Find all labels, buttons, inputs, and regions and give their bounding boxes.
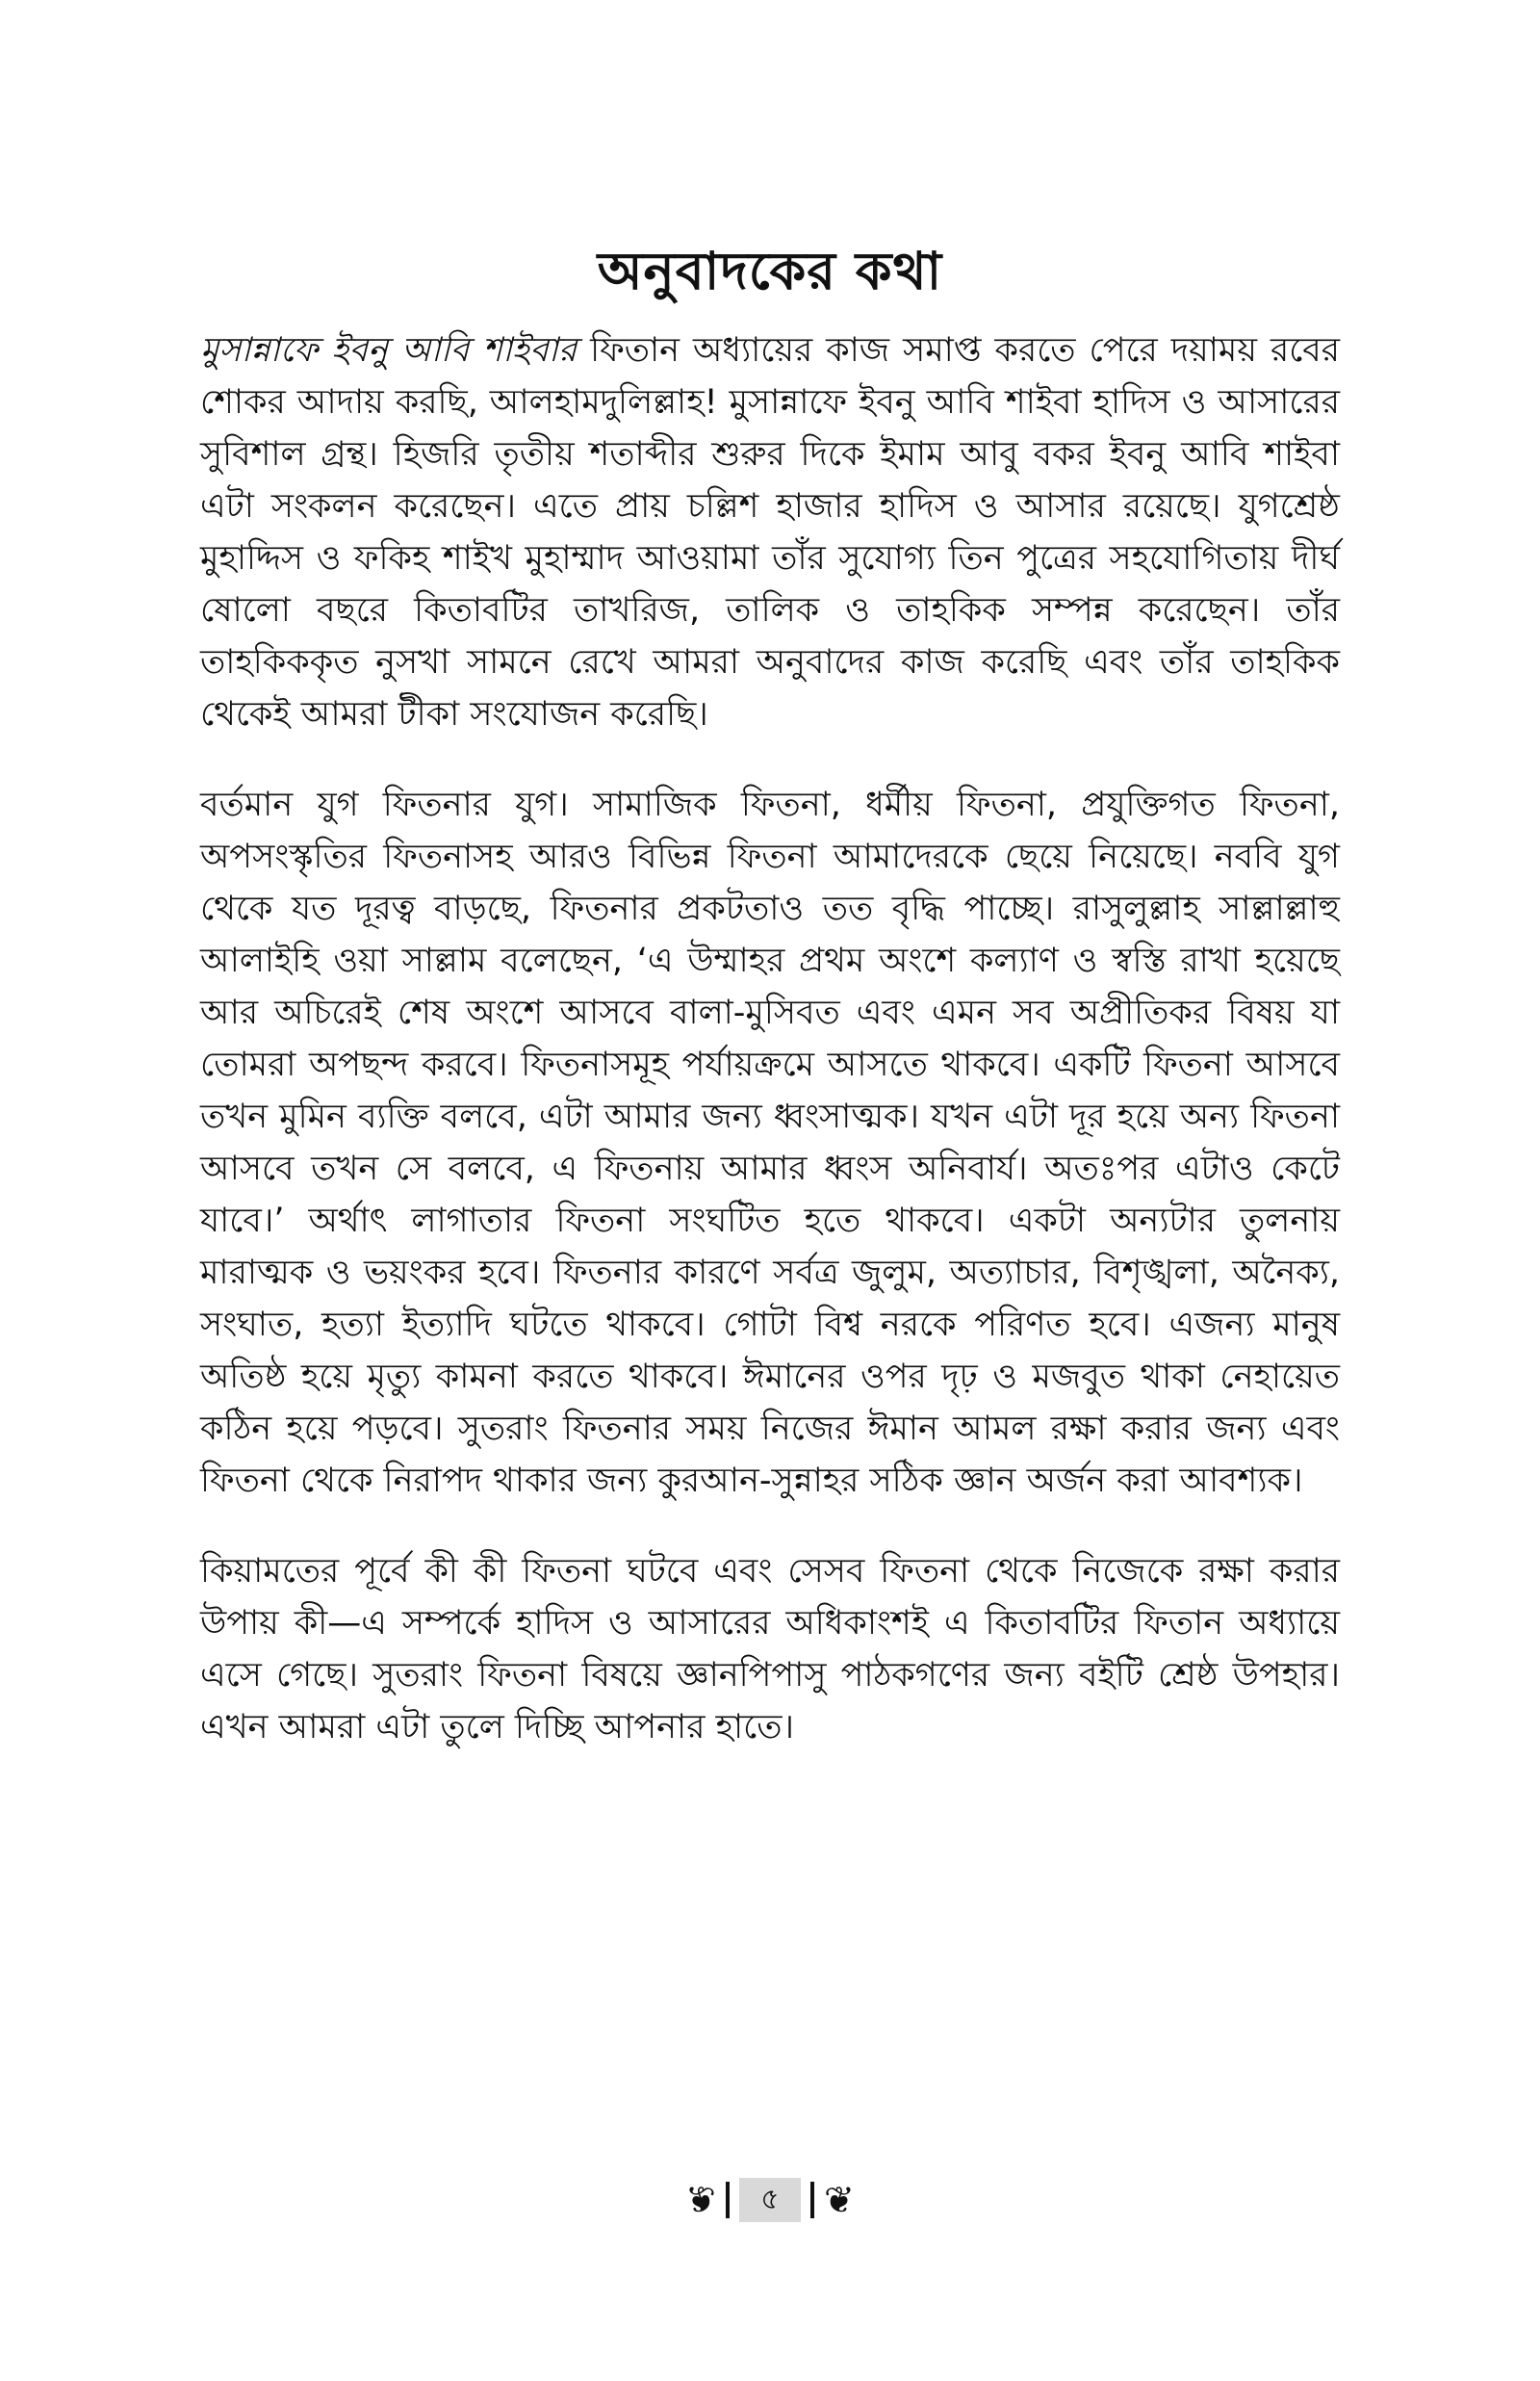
paragraph-3: কিয়ামতের পূর্বে কী কী ফিতনা ঘটবে এবং সেসব ফিতনা থেকে নিজেকে রক্ষা করার উপায় কী—এ সম্পর্কে হাদিস ও আসারের অধিকাংশই এ কিতাবটির ফিতান অধ্যায়ে এসে গেছে। সুতরাং ফিতনা বিষয়ে জ্ঞানপিপাসু পাঠকগণের জন্য বইটি শ্রেষ্ঠ উপহার। এখন আমরা এটা তুলে দিচ্ছি আপনার হাতে। — [200, 1551, 1340, 1747]
paragraph-1-text: ফিতান অধ্যায়ের কাজ সমাপ্ত করতে পেরে দয়াময় রবের শোকর আদায় করছি, আলহামদুলিল্লাহ! মুসান্নাফে ইবনু আবি শাইবা হাদিস ও আসারের সুবিশাল গ্রন্থ। হিজরি তৃতীয় শতাব্দীর শুরুর দিকে ইমাম আবু বকর ইবনু আবি শাইবা এটা সংকলন করেছেন। এতে প্রায় চল্লিশ হাজার হাদিস ও আসার রয়েছে। যুগশ্রেষ্ঠ মুহাদ্দিস ও ফকিহ শাইখ মুহাম্মাদ আওয়ামা তাঁর সুযোগ্য তিন পুত্রের সহযোগিতায় দীর্ঘ ষোলো বছরে কিতাবটির তাখরিজ, তালিক ও তাহকিক সম্পন্ন করেছেন। তাঁর তাহকিককৃত নুসখা সামনে রেখে আমরা অনুবাদের কাজ করেছি এবং তাঁর তাহকিক থেকেই আমরা টীকা সংযোজন করেছি। — [200, 330, 1340, 734]
paragraph-2: বর্তমান যুগ ফিতনার যুগ। সামাজিক ফিতনা, ধর্মীয় ফিতনা, প্রযুক্তিগত ফিতনা, অপসংস্কৃতির ফিতনাসহ আরও বিভিন্ন ফিতনা আমাদেরকে ছেয়ে নিয়েছে। নববি যুগ থেকে যত দূরত্ব বাড়ছে, ফিতনার প্রকটতাও তত বৃদ্ধি পাচ্ছে। রাসুলুল্লাহ সাল্লাল্লাহু আলাইহি ওয়া সাল্লাম বলেছেন, ‘এ উম্মাহর প্রথম অংশে কল্যাণ ও স্বস্তি রাখা হয়েছে আর অচিরেই শেষ অংশে আসবে বালা-মুসিবত এবং এমন সব অপ্রীতিকর বিষয় যা তোমরা অপছন্দ করবে। ফিতনাসমূহ পর্যায়ক্রমে আসতে থাকবে। একটি ফিতনা আসবে তখন মুমিন ব্যক্তি বলবে, এটা আমার জন্য ধ্বংসাত্মক। যখন এটা দূর হয়ে অন্য ফিতনা আসবে তখন সে বলবে, এ ফিতনায় আমার ধ্বংস অনিবার্য। অতঃপর এটাও কেটে যাবে।’ অর্থাৎ লাগাতার ফিতনা সংঘটিত হতে থাকবে। একটা অন্যটার তুলনায় মারাত্মক ও ভয়ংকর হবে। ফিতনার কারণে সর্বত্র জুলুম, অত্যাচার, বিশৃঙ্খলা, অনৈক্য, সংঘাত, হত্যা ইত্যাদি ঘটতে থাকবে। গোটা বিশ্ব নরকে পরিণত হবে। এজন্য মানুষ অতিষ্ঠ হয়ে মৃত্যু কামনা করতে থাকবে। ঈমানের ওপর দৃঢ় ও মজবুত থাকা নেহায়েত কঠিন হয়ে পড়বে। সুতরাং ফিতনার সময় নিজের ঈমান আমল রক্ষা করার জন্য এবং ফিতনা থেকে নিরাপদ থাকার জন্য কুরআন-সুন্নাহর সঠিক জ্ঞান অর্জন করা আবশ্যক। — [200, 785, 1340, 1500]
page-title: অনুবাদকের কথা — [597, 241, 943, 301]
divider-bar — [726, 2182, 730, 2218]
page-footer — [0, 2178, 1540, 2222]
divider-bar — [810, 2182, 814, 2218]
paragraph-1 — [200, 324, 1340, 740]
book-title: মুসান্নাফে ইবনু আবি শাইবার — [200, 330, 578, 370]
floral-ornament-icon: ❦ — [824, 2179, 855, 2221]
page-number: ৫ — [739, 2178, 801, 2222]
page-body — [200, 241, 1340, 1753]
floral-ornament-icon: ❦ — [685, 2179, 716, 2221]
